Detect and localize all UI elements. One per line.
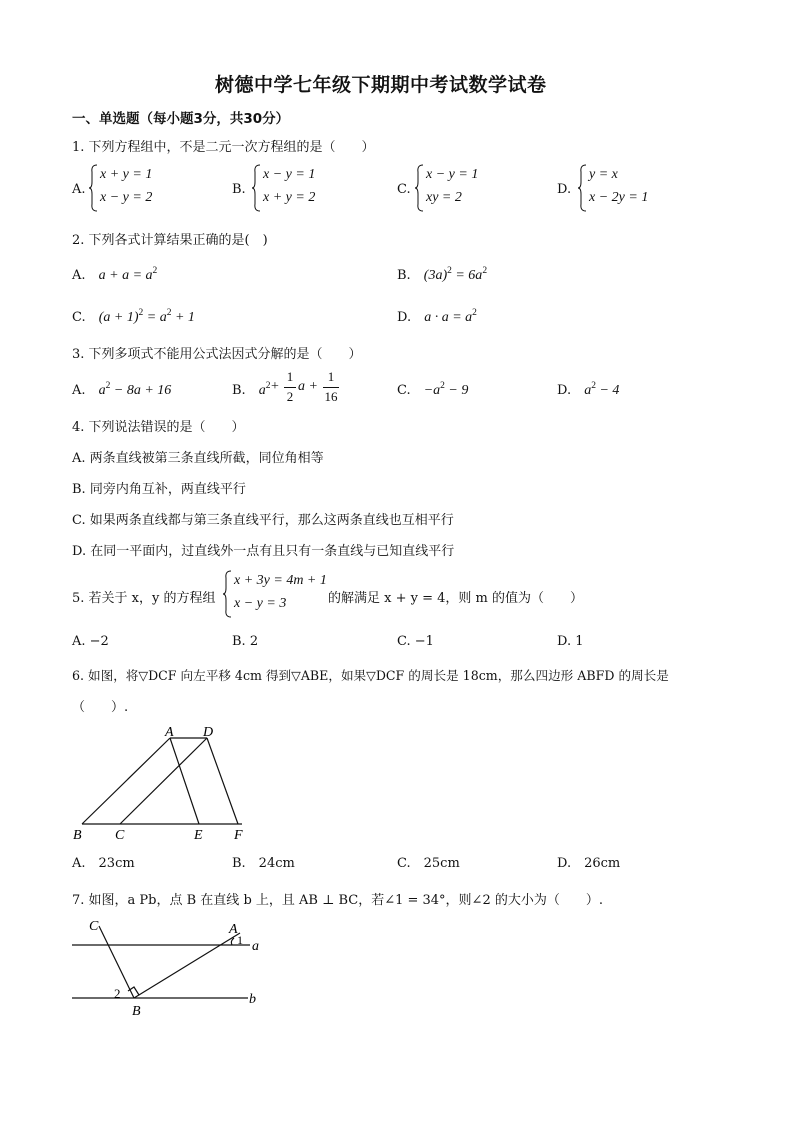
q2-c-exp2: 2 — [166, 308, 172, 318]
q5-option-d: D. 1 — [557, 634, 584, 649]
q1-c-label: C. — [397, 182, 411, 197]
q4-option-a: A. 两条直线被第三条直线所截，同位角相等 — [72, 451, 324, 466]
q1-b-eq2: x + y = 2 — [263, 190, 316, 205]
q3-c-rest: − 9 — [444, 383, 469, 398]
q1-d-eq2: x − 2y = 1 — [589, 190, 649, 205]
q7-stem: 7. 如图，a Pb，点 B 在直线 b 上，且 AB ⊥ BC，若∠1 = 34°，则∠2 的大小为（ ）. — [72, 893, 603, 908]
q3-d-rest: − 4 — [595, 383, 620, 398]
brace-icon — [222, 570, 232, 618]
q3-b-exp: 2 — [265, 381, 271, 391]
q5-option-a: A. −2 — [72, 634, 109, 649]
q6-label-f: F — [234, 828, 243, 843]
q3-stem: 3. 下列多项式不能用公式法因式分解的是（ ） — [72, 347, 362, 362]
q5-option-b: B. 2 — [232, 634, 259, 649]
q3-a-label: A. — [72, 383, 86, 398]
q1-a-label: A. — [72, 182, 86, 197]
q3-b-mid: a + — [298, 379, 318, 394]
q2-a-label: A. — [72, 268, 86, 283]
q2-option-c — [72, 306, 195, 326]
q5-eq1: x + 3y = 4m + 1 — [234, 573, 327, 588]
q3-a-rest: − 8a + 16 — [110, 383, 172, 398]
q6-label-e: E — [194, 828, 203, 843]
q6-label-b: B — [73, 828, 82, 843]
q7-label-b: B — [132, 1004, 141, 1019]
q6-option-c: C. 25cm — [397, 856, 460, 871]
q3-b-num2: 1 — [327, 369, 335, 384]
q1-d-eq1: y = x — [589, 167, 618, 182]
q7-figure — [62, 914, 282, 1024]
q3-b-den2: 16 — [324, 389, 338, 404]
brace-icon — [88, 164, 98, 212]
q3-c-a: −a — [423, 383, 441, 398]
page-title: 树德中学七年级下期期中考试数学试卷 — [215, 74, 547, 96]
q3-a-exp: 2 — [105, 381, 111, 391]
q2-b-rest: = 6a — [451, 268, 483, 283]
q2-stem: 2. 下列各式计算结果正确的是( ) — [72, 233, 268, 248]
q7-label-line-b: b — [249, 992, 256, 1007]
q2-c-label: C. — [72, 310, 86, 325]
q7-angle-2: 2 — [114, 986, 121, 1001]
q7-label-c: C — [89, 919, 99, 934]
q6-option-d: D. 26cm — [557, 856, 621, 871]
q1-b-eq1: x − y = 1 — [263, 167, 316, 182]
q2-b-base: (3a) — [423, 268, 448, 283]
q5-option-c: C. −1 — [397, 634, 434, 649]
q5-eq2: x − y = 3 — [234, 596, 287, 611]
q1-stem: 1. 下列方程组中，不是二元一次方程组的是（ ） — [72, 140, 375, 155]
q4-option-b: B. 同旁内角互补，两直线平行 — [72, 482, 246, 497]
q3-a-a: a — [98, 383, 106, 398]
q4-option-d: D. 在同一平面内，过直线外一点有且只有一条直线与已知直线平行 — [72, 544, 455, 559]
q1-c-eq2: xy = 2 — [426, 190, 462, 205]
q2-d-body: a · a = a — [424, 310, 473, 325]
q3-b-plus: + — [271, 379, 279, 394]
q3-d-label: D. — [557, 383, 572, 398]
q1-b-system — [251, 164, 341, 212]
q2-c-mid: = a — [143, 310, 167, 325]
q6-option-b: B. 24cm — [232, 856, 295, 871]
q1-a-system — [88, 164, 178, 212]
q3-b-num1: 1 — [286, 369, 294, 384]
q2-b-exp1: 2 — [447, 266, 452, 276]
fraction-bar — [323, 387, 339, 388]
q1-b-label: B. — [232, 182, 246, 197]
q7-label-line-a: a — [252, 939, 259, 954]
q6-label-c: C — [115, 828, 125, 843]
q3-b-label: B. — [232, 383, 246, 398]
q2-option-b — [397, 264, 487, 284]
q4-option-c: C. 如果两条直线都与第三条直线平行，那么这两条直线也互相平行 — [72, 513, 454, 528]
q2-a-body: a + a = a — [98, 268, 153, 283]
q3-d-exp: 2 — [591, 381, 596, 391]
brace-icon — [251, 164, 261, 212]
q3-option-d — [557, 379, 619, 399]
q3-c-exp: 2 — [440, 381, 445, 391]
q6-label-d: D — [203, 725, 214, 740]
q3-option-c — [397, 379, 468, 399]
q6-label-a: A — [165, 725, 174, 740]
q6-stem-line1: 6. 如图，将▽DCF 向左平移 4cm 得到▽ABE，如果▽DCF 的周长是 18cm，那么四边形 ABFD 的周长是 — [72, 668, 669, 683]
q2-d-label: D. — [397, 310, 412, 325]
q7-angle-1: 1 — [237, 933, 243, 947]
q7-label-a: A — [229, 922, 238, 937]
q2-c-base: (a + 1) — [98, 310, 139, 325]
q6-option-a: A. 23cm — [72, 856, 135, 871]
q2-d-exp: 2 — [472, 308, 477, 318]
q1-a-eq1: x + y = 1 — [100, 167, 153, 182]
q2-c-rest: + 1 — [171, 310, 195, 325]
q2-option-a — [72, 264, 157, 284]
q3-c-label: C. — [397, 383, 411, 398]
q5-system — [222, 570, 332, 618]
section-heading: 一、单选题（每小题3分，共30分） — [72, 111, 290, 127]
q3-d-a: a — [584, 383, 592, 398]
q2-b-label: B. — [397, 268, 411, 283]
q1-d-system — [577, 164, 677, 212]
q1-c-eq1: x − y = 1 — [426, 167, 479, 182]
q3-b-a: a — [258, 383, 266, 398]
fraction-bar — [284, 387, 296, 388]
q5-stem-pre: 5. 若关于 x，y 的方程组 — [72, 591, 216, 606]
q6-figure — [62, 718, 262, 848]
q1-a-eq2: x − y = 2 — [100, 190, 153, 205]
q2-b-exp2: 2 — [482, 266, 488, 276]
q2-option-d — [397, 306, 477, 326]
q1-d-label: D. — [557, 182, 572, 197]
q4-stem: 4. 下列说法错误的是（ ） — [72, 420, 245, 435]
brace-icon — [577, 164, 587, 212]
q3-b-den1: 2 — [286, 389, 294, 404]
q6-stem-line2: （ ）. — [72, 700, 129, 715]
q5-stem-post: 的解满足 x + y = 4，则 m 的值为（ ） — [328, 591, 583, 606]
q3-option-a — [72, 379, 171, 399]
q2-a-exp: 2 — [152, 266, 158, 276]
q2-c-exp1: 2 — [138, 308, 144, 318]
q1-c-system — [414, 164, 504, 212]
brace-icon — [414, 164, 424, 212]
